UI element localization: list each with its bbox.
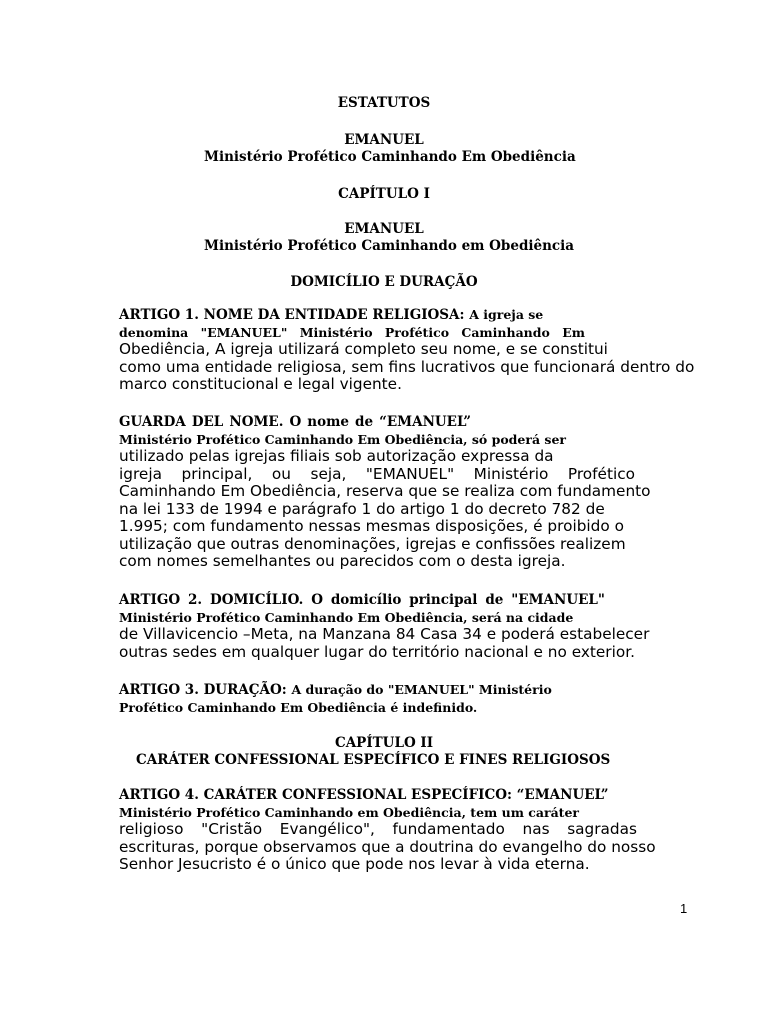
word: "EMANUEL" — [200, 325, 288, 340]
article-2 — [119, 591, 679, 661]
word: seja, — [310, 464, 347, 483]
section-heading: DOMICÍLIO E DURAÇÃO — [290, 274, 478, 290]
document-title: ESTATUTOS — [337, 95, 431, 111]
ministry-name: Ministério Profético Caminhando em Obediência — [204, 238, 575, 254]
word: O — [289, 414, 302, 430]
word: domicílio — [330, 592, 402, 608]
paragraph-line: Profético Caminhando Em Obediência é indefinido. — [119, 700, 478, 715]
article-heading-line — [119, 306, 679, 324]
article-heading-line — [119, 591, 605, 609]
paragraph-line: 1.995; com fundamento nessas mesmas disposições, é proibido o — [119, 517, 624, 535]
chapter-heading: CAPÍTULO II — [334, 735, 434, 751]
word: principal — [409, 592, 478, 608]
article-heading-line: ARTIGO 4. CARÁTER CONFESSIONAL ESPECÍFICO: “EMANUEL” — [119, 787, 609, 803]
article-heading: ARTIGO 3. DURAÇÃO: — [119, 682, 287, 698]
word: denomina — [119, 325, 189, 340]
word: GUARDA — [119, 414, 186, 430]
word: Evangélico", — [279, 820, 375, 838]
entity-name: EMANUEL — [344, 221, 424, 237]
article-text: A igreja se — [469, 307, 544, 322]
paragraph-line: Obediência, A igreja utilizará completo seu nome, e se constitui — [119, 340, 608, 358]
word: Ministério — [473, 464, 549, 483]
word: religioso — [119, 820, 184, 838]
paragraph-line: escrituras, porque observamos que a doutrina do evangelho do nosso — [119, 837, 656, 856]
paragraph-line: marco constitucional e legal vigente. — [119, 375, 402, 393]
word: ARTIGO — [119, 592, 181, 608]
paragraph-line: na lei 133 de 1994 e parágrafo 1 do artigo 1 do decreto 782 de — [119, 499, 605, 518]
paragraph-line: utilizado pelas igrejas filiais sob autorização expressa da — [119, 447, 554, 465]
paragraph-line — [119, 821, 637, 839]
word: principal, — [181, 464, 253, 483]
word: Em — [562, 325, 585, 340]
chapter-subtitle: CARÁTER CONFESSIONAL ESPECÍFICO E FINES RELIGIOSOS — [136, 752, 611, 768]
paragraph-line: de Villavicencio –Meta, na Manzana 84 Casa 34 e poderá estabelecer — [119, 625, 650, 643]
paragraph-line: como uma entidade religiosa, sem fins lucrativos que funcionará dentro do — [119, 357, 695, 376]
paragraph-line: utilização que outras denominações, igrejas e confissões realizem — [119, 534, 626, 553]
word: "Cristão — [201, 820, 263, 838]
word: de — [355, 414, 374, 430]
guarda-nome-section — [119, 413, 679, 571]
word: Profético — [384, 325, 450, 340]
word: fundamentado — [392, 820, 505, 838]
word: DEL — [191, 414, 224, 430]
word: O — [311, 592, 323, 608]
chapter-heading: CAPÍTULO I — [338, 186, 430, 202]
paragraph-line — [119, 324, 585, 341]
article-3 — [119, 681, 679, 716]
word: nas — [522, 820, 550, 838]
paragraph-line: outras sedes em qualquer lugar do território nacional e no exterior. — [119, 642, 635, 661]
article-1 — [119, 306, 695, 394]
paragraph-line: Ministério Profético Caminhando Em Obediência, só poderá ser — [119, 432, 566, 447]
word: NOME. — [229, 414, 284, 430]
article-heading-line — [119, 413, 471, 431]
word: 2. — [188, 592, 203, 608]
paragraph-line — [119, 466, 635, 484]
word: DOMICÍLIO. — [210, 592, 304, 608]
paragraph-line: com nomes semelhantes ou parecidos com o desta igreja. — [119, 552, 566, 570]
article-4 — [119, 786, 679, 874]
word: “EMANUEL” — [379, 414, 471, 430]
word: Profético — [567, 464, 635, 483]
word: Ministério — [299, 325, 373, 340]
word: "EMANUEL" — [511, 592, 605, 608]
word: sagradas — [567, 820, 637, 838]
article-text: A duração do "EMANUEL" Ministério — [291, 682, 552, 697]
word: ou — [271, 464, 291, 483]
ministry-name: Ministério Profético Caminhando Em Obediência — [204, 149, 576, 165]
paragraph-line: Senhor Jesucristo é o único que pode nos levar à vida eterna. — [119, 855, 590, 873]
word: "EMANUEL" — [365, 464, 455, 483]
entity-name: EMANUEL — [344, 132, 424, 148]
article-heading-line — [119, 681, 679, 699]
paragraph-line: Caminhando Em Obediência, reserva que se realiza com fundamento — [119, 482, 651, 500]
word: nome — [307, 414, 349, 430]
word: de — [485, 592, 504, 608]
paragraph-line: Ministério Profético Caminhando em Obediência, tem um caráter — [119, 805, 579, 820]
word: igreja — [119, 464, 162, 483]
paragraph-line: Ministério Profético Caminhando Em Obediência, será na cidade — [119, 610, 574, 625]
word: Caminhando — [461, 325, 550, 340]
article-heading: ARTIGO 1. NOME DA ENTIDADE RELIGIOSA: — [119, 307, 465, 323]
page-number: 1 — [680, 901, 688, 916]
